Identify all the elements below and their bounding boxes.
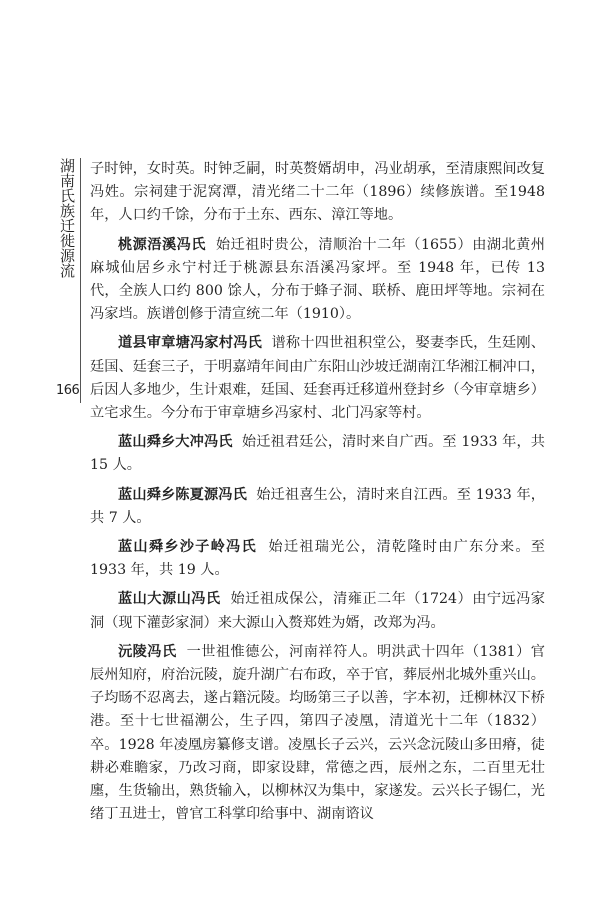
paragraph-text: 始迁祖时贵公，清顺治十二年（1655）由湖北黄州麻城仙居乡永宁村迁于桃源县东浯溪冯家坪。至 1948 年，已传 13 代，全族人口约 800 馀人，分布于蜂子洞、联桥、鹿田坪等地。宗祠在冯家垱。族谱创修于清宣统二年（1910）。: [90, 236, 545, 323]
paragraph-text: 一世祖惟德公，河南祥符人。明洪武十四年（1381）官辰州知府，府治沅陵，旋升湖广右布政，卒于官，葬辰州北城外重兴山。子均旸不忍离去，遂占籍沅陵。均旸第三子以善，字本初，迁柳林汉下桥港。至十七世福潮公，生子四，第四子凌凰，清道光十二年（1832）卒。1928 年凌凰房纂修支谱。凌凰长子云兴，云兴念沅陵山多田瘠，徒耕必难瞻家，乃改习商，即家设肆，常德之西，辰州之东，二百里无壮廛，生货输出，熟货输入，以柳林汉为集中，家遂发。云兴长子锡仁，光绪丁丑进士，曾官工科掌印给事中、湖南谘议: [90, 643, 545, 823]
paragraph-lanshan-dayuanshan: [90, 588, 545, 634]
clan-heading: 道县审章塘冯家村冯氏: [118, 335, 263, 352]
paragraph-lanshan-shaziling: [90, 536, 545, 582]
paragraph-daoxian-shenzhangtang: [90, 332, 545, 425]
paragraph-taoyuan-wuxi: [90, 234, 545, 327]
body-text: [90, 158, 545, 832]
clan-heading: 沅陵冯氏: [118, 643, 177, 660]
paragraph-lanshan-dachong: [90, 431, 545, 477]
paragraph-text: 始迁祖君廷公，清时来自广西。至 1933 年，共 15 人。: [90, 434, 545, 474]
running-head-book-title: 湖南氏族迁徙源流: [58, 158, 76, 278]
paragraph-text: 子时钟，女时英。时钟乏嗣，时英赘婿胡申，冯业胡承，至清康熙间改复冯姓。宗祠建于泥窝潭，清光绪二十二年（1896）续修族谱。至1948 年，人口约千馀，分布于土东、西东、漳江等地。: [90, 161, 545, 224]
page-number: 166: [56, 383, 80, 398]
paragraph-text: 谱称十四世祖积堂公，娶妻李氏，生廷刚、廷国、廷套三子，于明嘉靖年间由广东阳山沙坡迁湖南江华湘江桐冲口，后因人多地少，生计艰难，廷国、廷套再迁移道州登封乡（今审章塘乡）立宅求生。今分布于审章塘乡冯家村、北门冯家等村。: [90, 335, 545, 422]
margin-rule: [80, 158, 81, 403]
paragraph-text: 始迁祖瑞光公，清乾隆时由广东分来。至 1933 年，共 19 人。: [90, 539, 545, 579]
clan-heading: 蓝山大源山冯氏: [118, 591, 221, 608]
paragraph-text: 始迁祖成保公，清雍正二年（1724）由宁远冯家洞（现下灌彭家洞）来大源山入赘郑姓为婿，改郑为冯。: [90, 591, 545, 631]
paragraph-continued: [90, 158, 545, 228]
paragraph-lanshan-chenxiayuan: [90, 484, 545, 530]
clan-heading: 蓝山舜乡大冲冯氏: [118, 434, 233, 451]
clan-heading: 桃源浯溪冯氏: [118, 236, 206, 253]
paragraph-text: 始迁祖喜生公，清时来自江西。至 1933 年，共 7 人。: [90, 486, 545, 526]
clan-heading: 蓝山舜乡沙子岭冯氏: [118, 539, 257, 556]
paragraph-yuanling: [90, 641, 545, 827]
clan-heading: 蓝山舜乡陈夏源冯氏: [118, 486, 247, 503]
